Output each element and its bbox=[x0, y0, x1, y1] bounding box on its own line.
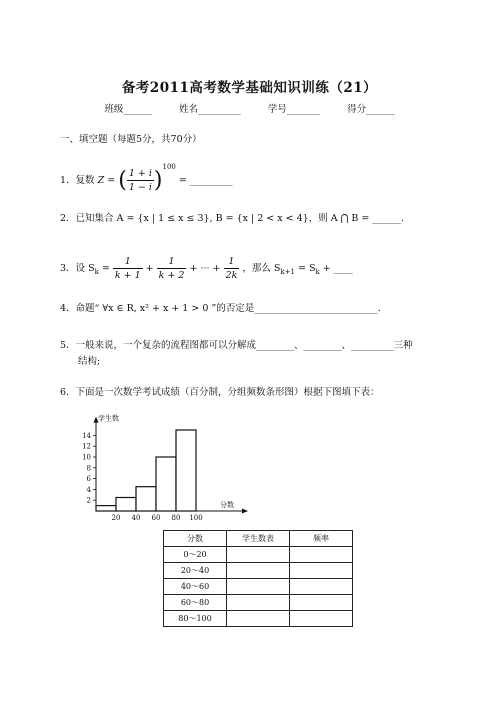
y-tick-label: 6 bbox=[86, 475, 91, 484]
table-answer-cell[interactable] bbox=[227, 611, 290, 627]
question-4: 4．命题“ ∀x ∈ R, x² + x + 1 > 0 ”的否定是__________________________. bbox=[60, 303, 381, 314]
table-answer-cell[interactable] bbox=[227, 579, 290, 595]
table-cell: 80～100 bbox=[164, 611, 227, 627]
table-answer-cell[interactable] bbox=[290, 579, 353, 595]
histogram-bar bbox=[116, 498, 136, 512]
histogram-bar bbox=[156, 457, 176, 511]
table-cell: 60～80 bbox=[164, 595, 227, 611]
table-header-cell: 频率 bbox=[290, 531, 353, 547]
table-answer-cell[interactable] bbox=[290, 563, 353, 579]
y-tick-label: 8 bbox=[86, 464, 91, 473]
question-6: 6．下面是一次数学考试成绩（百分制，分组频数条形图）根据下图填下表： bbox=[60, 387, 380, 398]
x-tick-label: 80 bbox=[171, 514, 181, 522]
table-header-cell: 分数 bbox=[164, 531, 227, 547]
histogram-bar bbox=[176, 430, 196, 511]
table-cell: 0～20 bbox=[164, 547, 227, 563]
name-field[interactable]: 姓名_________ bbox=[178, 104, 241, 115]
x-tick-label: 20 bbox=[111, 514, 121, 522]
question-5: 5．一般来说，一个复杂的流程图都可以分解成________、________、_________三种 bbox=[60, 340, 413, 351]
question-1: 1．复数 Z = ( $\frac{1 + i}{1 - i}$ )$^{100}$ = _________ bbox=[60, 163, 233, 193]
table-row bbox=[164, 563, 353, 579]
table-header-cell: 学生数表 bbox=[227, 531, 290, 547]
table-row bbox=[164, 595, 353, 611]
y-tick-label: 2 bbox=[86, 496, 91, 505]
table-answer-cell[interactable] bbox=[290, 595, 353, 611]
x-tick-label: 100 bbox=[189, 514, 203, 522]
question-2: 2．已知集合 A = {x | 1 ≤ x ≤ 3}, B = {x | 2 < x < 4}，则 A ⋂ B = ______. bbox=[60, 213, 404, 224]
question-5-cont: 结构; bbox=[78, 356, 101, 367]
y-tick-label: 4 bbox=[86, 485, 91, 494]
table-header-row bbox=[164, 531, 353, 547]
page-title: 备考2011高考数学基础知识训练（21） bbox=[121, 80, 378, 96]
y-axis-label: 学生数 bbox=[98, 414, 119, 423]
frequency-table bbox=[163, 530, 353, 627]
x-tick-label: 60 bbox=[151, 514, 161, 522]
table-row bbox=[164, 611, 353, 627]
table-cell: 40～60 bbox=[164, 579, 227, 595]
y-tick-label: 12 bbox=[82, 442, 91, 451]
number-field[interactable]: 学号_______ bbox=[267, 104, 321, 115]
table-answer-cell[interactable] bbox=[290, 547, 353, 563]
class-field[interactable]: 班级______ bbox=[104, 104, 152, 115]
section-heading: 一、填空题（每题5分，共70分） bbox=[60, 134, 202, 145]
table-cell: 20～40 bbox=[164, 563, 227, 579]
q1-fraction: $\frac{1 + i}{1 - i}$ bbox=[128, 168, 152, 193]
table-answer-cell[interactable] bbox=[227, 595, 290, 611]
x-tick-label: 40 bbox=[131, 514, 141, 522]
table-answer-cell[interactable] bbox=[227, 563, 290, 579]
q3-answer-blank[interactable]: + ____ bbox=[319, 263, 353, 274]
y-tick-label: 10 bbox=[82, 453, 91, 462]
score-field[interactable]: 得分______ bbox=[347, 104, 395, 115]
x-axis-arrow bbox=[242, 509, 248, 514]
score-histogram bbox=[78, 403, 248, 528]
table-answer-cell[interactable] bbox=[227, 547, 290, 563]
table-row bbox=[164, 579, 353, 595]
question-3: 3．设 $S_k$ = $\frac{1}{k + 1}$ + $\frac{1}{k + 2}$ + ··· + $\frac{1}{2k}$ ，那么 $S_{k+1} = S_k$ + ____ bbox=[60, 256, 353, 281]
table-row bbox=[164, 547, 353, 563]
student-info bbox=[0, 101, 499, 115]
x-axis-label: 分数 bbox=[220, 501, 234, 509]
histogram-bar bbox=[136, 487, 156, 511]
histogram-bar bbox=[96, 506, 116, 511]
y-tick-label: 14 bbox=[82, 431, 91, 440]
q1-answer-blank[interactable]: = _________ bbox=[178, 175, 233, 186]
table-answer-cell[interactable] bbox=[290, 611, 353, 627]
